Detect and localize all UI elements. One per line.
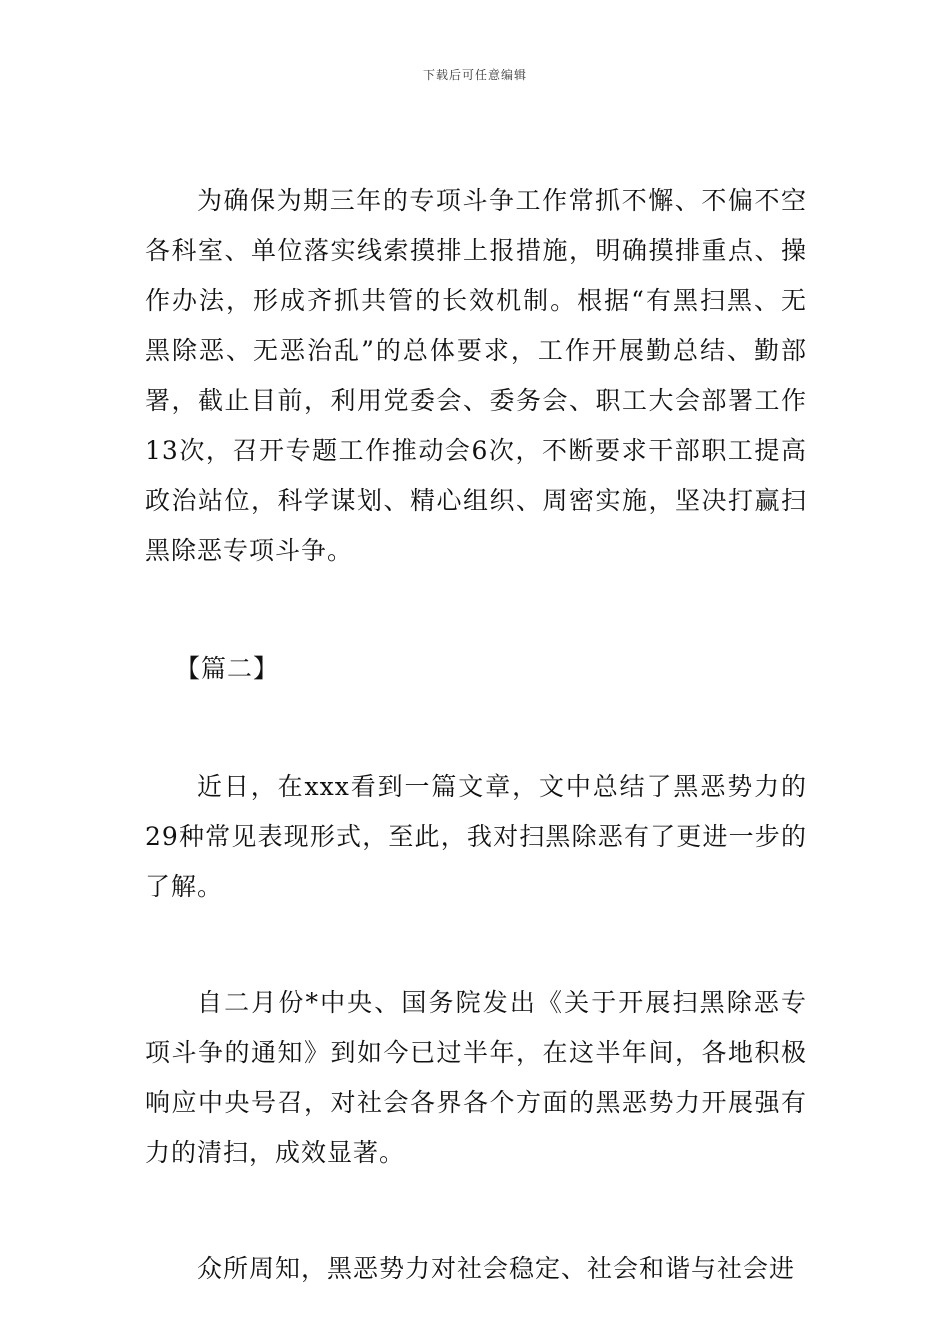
paragraph-2: 近日，在xxx看到一篇文章，文中总结了黑恶势力的29种常见表现形式，至此，我对扫黑除恶有了更进一步的了解。 — [145, 772, 807, 901]
paragraph-1: 为确保为期三年的专项斗争工作常抓不懈、不偏不空各科室、单位落实线索摸排上报措施，明确摸排重点、操作办法，形成齐抓共管的长效机制。根据“有黑扫黑、无黑除恶、无恶治乱”的总体要求，工作开展勤总结、勤部署，截止目前，利用党委会、委务会、职工大会部署工作13次，召开专题工作推动会6次，不断要求干部职工提高政治站位，科学谋划、精心组织、周密实施，坚决打赢扫黑除恶专项斗争。 — [145, 186, 807, 565]
paragraph-4: 众所周知，黑恶势力对社会稳定、社会和谐与社会进 — [197, 1254, 796, 1283]
header-note: 下载后可任意编辑 — [422, 68, 527, 82]
spacer — [145, 912, 807, 978]
spacer — [145, 694, 807, 762]
section-heading: 【篇二】 — [175, 654, 280, 683]
document-body — [145, 176, 807, 1294]
spacer — [145, 576, 807, 644]
paragraph-3: 自二月份*中央、国务院发出《关于开展扫黑除恶专项斗争的通知》到如今已过半年，在这半年间，各地积极响应中央号召，对社会各界各个方面的黑恶势力开展强有力的清扫，成效显著。 — [145, 988, 807, 1167]
spacer — [145, 1178, 807, 1244]
